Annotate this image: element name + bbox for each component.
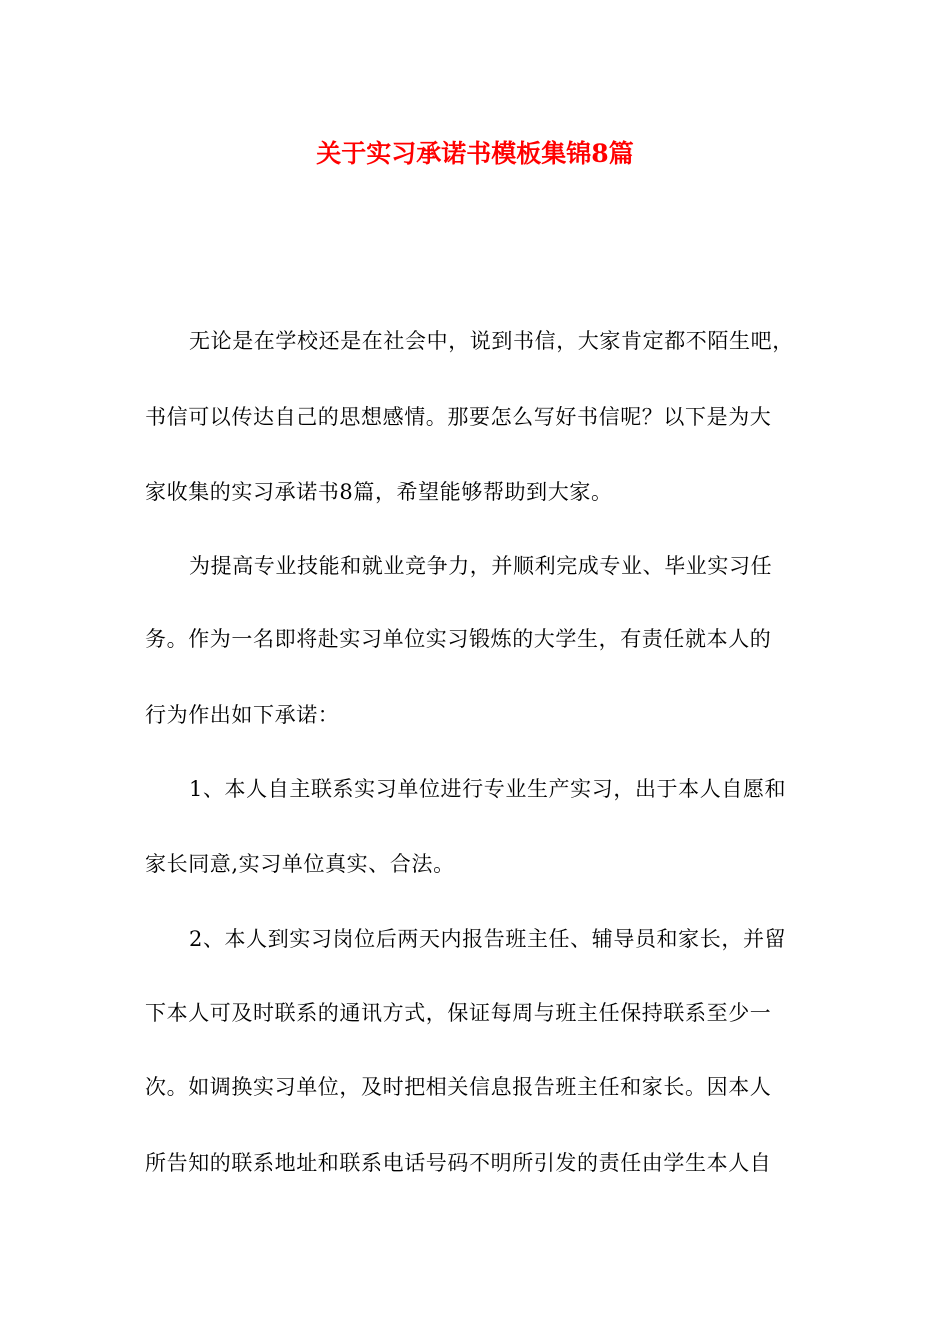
paragraph-line: 行为作出如下承诺： [145,703,340,727]
paragraph-line: 家长同意,实习单位真实、合法。 [145,852,455,876]
paragraph-line: 无论是在学校还是在社会中，说到书信，大家肯定都不陌生吧， [189,329,794,353]
paragraph-line: 1、本人自主联系实习单位进行专业生产实习，出于本人自愿和 [189,777,787,801]
paragraph-line: 下本人可及时联系的通讯方式，保证每周与班主任保持联系至少一 [145,1001,772,1025]
paragraph-line: 2、本人到实习岗位后两天内报告班主任、辅导员和家长，并留 [189,927,787,951]
paragraph-line: 次。如调换实习单位，及时把相关信息报告班主任和家长。因本人 [145,1075,772,1099]
paragraph-line: 为提高专业技能和就业竞争力，并顺利完成专业、毕业实习任 [189,554,773,578]
paragraph-line: 所告知的联系地址和联系电话号码不明所引发的责任由学生本人自 [145,1151,772,1175]
paragraph-line: 务。作为一名即将赴实习单位实习锻炼的大学生，有责任就本人的 [145,627,772,651]
paragraph-line: 家收集的实习承诺书8篇，希望能够帮助到大家。 [145,480,613,504]
paragraph-line: 书信可以传达自己的思想感情。那要怎么写好书信呢？以下是为大 [145,405,772,429]
document-title: 关于实习承诺书模板集锦8篇 [316,139,634,168]
